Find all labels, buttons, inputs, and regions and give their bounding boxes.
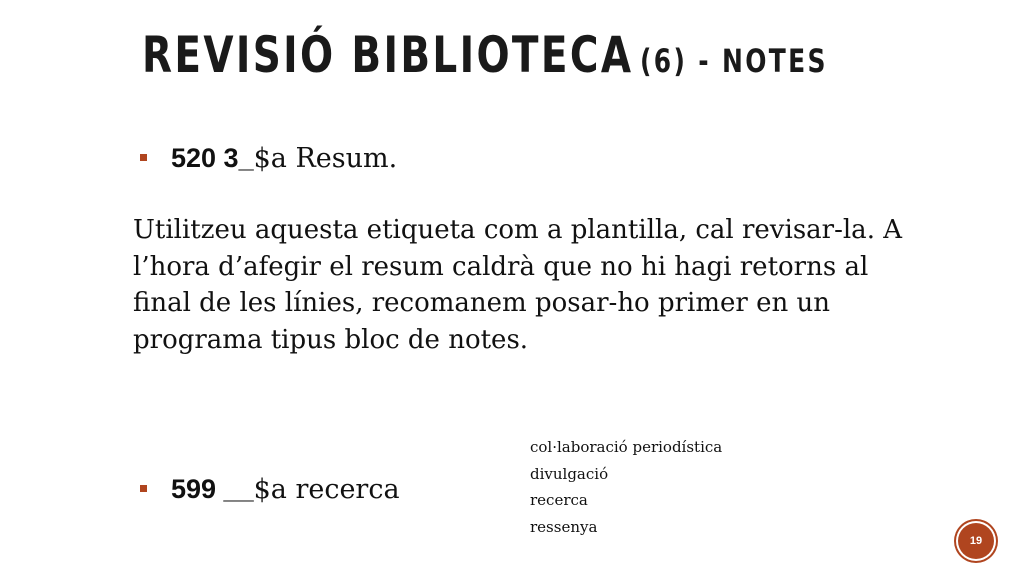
bullet-item-599: [140, 474, 400, 505]
bullet-item-520: [140, 143, 397, 174]
field-code-520: 520 3_: [171, 143, 254, 173]
options-list: [530, 434, 722, 541]
field-code-599: 599 __: [171, 474, 254, 504]
page-number: 19: [969, 535, 983, 547]
list-item: divulgació: [530, 464, 609, 483]
field-subfield-599: $a recerca: [253, 474, 400, 505]
list-item: ressenya: [530, 518, 598, 537]
list-item: col·laboració periodística: [530, 438, 723, 456]
title-number: (6) - NOTES: [640, 42, 828, 80]
bullet-square-icon: [140, 154, 147, 161]
field-subfield-520: $a Resum.: [253, 143, 398, 174]
list-item: recerca: [530, 491, 588, 510]
page-number-badge: [958, 523, 994, 559]
instruction-paragraph: Utilitzeu aquesta etiqueta com a plantilla, cal revisar-la. A l’hora d’afegir el resum caldrà que no hi hagi retorns al final de les línies, recomanem posar-ho primer en un programa tipus bloc de notes.: [133, 215, 902, 355]
bullet-square-icon: [140, 485, 147, 492]
slide-title: [142, 26, 828, 84]
title-main: REVISIÓ BIBLIOTECA: [142, 26, 634, 84]
